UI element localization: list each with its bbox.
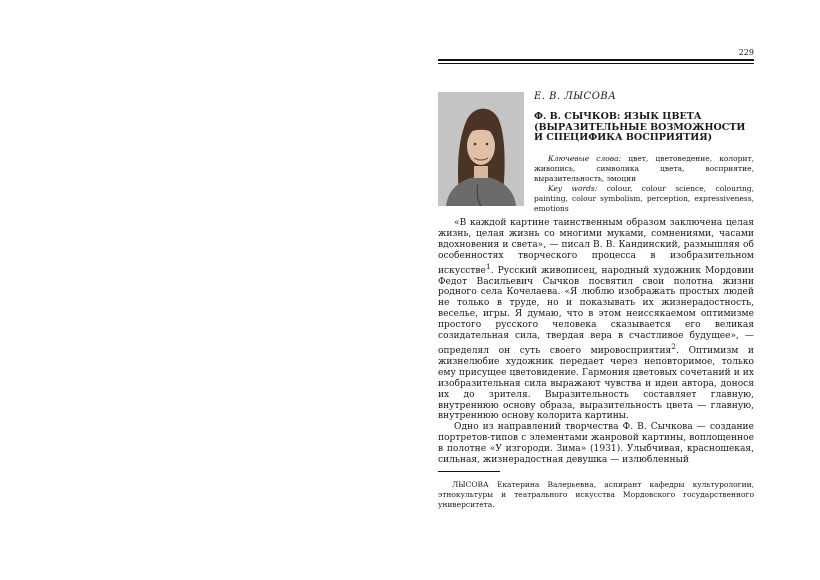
keywords-block — [534, 154, 754, 214]
author-portrait-icon — [438, 92, 524, 206]
page-number: 229 — [738, 48, 754, 57]
header-rule-thin — [438, 63, 754, 64]
paragraph-1-part-b: . Русский живописец, народный художник Мордовии Федот Васильевич Сычков посвятил свои полотна жизни родного села Кочелаева. «Я люблю изображать простых людей не только в труде, но и показывать их жизнерадостность, веселье, игры. Я думаю, что в этом неиссякаемом оптимизме простого русского человека сказывается его великая созидательная сила, твердая вера в счастливое будущее», — определял он суть своего мировосприятия — [438, 265, 754, 357]
keywords-en — [534, 184, 754, 214]
footnote-ref-1: 1 — [485, 261, 491, 271]
keywords-ru — [534, 154, 754, 184]
author-footnote: ЛЫСОВА Екатерина Валерьевна, аспирант кафедры культурологии, этнокультуры и театрального искусства Мордовского государственного университета. — [438, 480, 754, 509]
author-name: Е. В. ЛЫСОВА — [534, 91, 617, 102]
paragraph-2: Одно из направлений творчества Ф. В. Сычкова — создание портретов-типов с элементами жанровой картины, воплощенное в полотне «У изгороди. Зима» (1931). Улыбчивая, красношекая, сильная, жизнерадостная девушка — излюбленный — [438, 422, 754, 466]
keywords-ru-text: цвет, цветоведение, колорит, живопись, символика цвета, восприятие, выразительность, эмоции — [534, 154, 755, 183]
article-title: Ф. В. СЫЧКОВ: ЯЗЫК ЦВЕТА (ВЫРАЗИТЕЛЬНЫЕ ВОЗМОЖНОСТИ И СПЕЦИФИКА ВОСПРИЯТИЯ) — [534, 111, 746, 143]
author-photo — [438, 92, 524, 206]
keywords-ru-label: Ключевые слова: — [548, 154, 622, 163]
footnote-ref-2: 2 — [671, 342, 677, 351]
keywords-en-text: colour, colour science, colouring, painting, colour symbolism, perception, expressiveness, emotions — [534, 184, 754, 213]
paragraph-1-part-c: . Оптимизм и жизнелюбие художник передает через неповторимое, только ему присущее цветовидение. Гармония цветовых сочетаний и их изобразительная сила выражают чувства и идеи автора, донося их до зрителя. Выразительность составляет главную, внутреннюю основу образа, выразительность цвета — главную, внутреннюю основу колорита картины. — [438, 346, 754, 422]
footnote-rule — [438, 471, 500, 472]
header-rule-thick — [438, 59, 754, 61]
article-body — [438, 218, 754, 466]
keywords-en-label: Key words: — [548, 184, 598, 193]
book-page — [438, 40, 754, 560]
paragraph-1 — [438, 218, 754, 422]
paragraph-1-part-a: «В каждой картине таинственным образом заключена целая жизнь, целая жизнь со многими муками, сомнениями, часами вдохновения и света», — писал В. В. Кандинский, размышляя об особенностях творческого процесса в изобразительном искусстве — [438, 218, 754, 276]
